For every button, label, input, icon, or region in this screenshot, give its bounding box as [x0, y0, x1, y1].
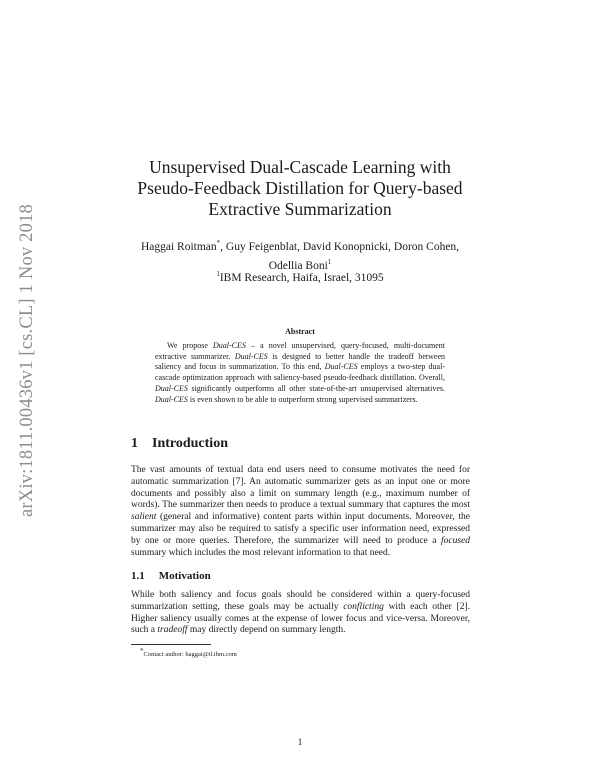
authors-line-1	[120, 236, 480, 255]
emphasized-term: salient	[131, 512, 157, 523]
system-name: Dual-CES	[324, 362, 358, 372]
affiliation-number: 1	[216, 270, 220, 278]
system-name: Dual-CES	[155, 394, 188, 404]
title-line-2: Pseudo-Feedback Distillation for Query-based	[137, 178, 463, 198]
page-number: 1	[297, 738, 303, 748]
section-title: Introduction	[152, 436, 228, 451]
section-number: 1	[131, 436, 138, 451]
author-names-rest: , Guy Feigenblat, David Konopnicki, Doron Cohen,	[220, 240, 460, 253]
abstract-heading: Abstract	[285, 327, 315, 336]
arxiv-identifier-stamp	[7, 180, 47, 540]
emphasized-term: conflicting	[343, 601, 384, 612]
system-name: Dual-CES	[213, 341, 246, 350]
title-line-3: Extractive Summarization	[208, 199, 392, 219]
footnote-mark: *	[140, 647, 144, 655]
emphasized-term: tradeoff	[157, 625, 188, 636]
section-heading-introduction	[131, 436, 228, 452]
author-name-last: Odellia Boni	[268, 259, 328, 272]
abstract-text: is even shown to be able to outperform strong supervised summarizers.	[187, 394, 418, 404]
abstract-text: significantly outperforms all other state-of-the-art unsupervised alternatives.	[187, 383, 445, 393]
subsection-number: 1.1	[131, 570, 145, 582]
author-list	[120, 236, 480, 274]
subsection-title: Motivation	[158, 570, 211, 582]
affiliation-text: IBM Research, Haifa, Israel, 31095	[219, 271, 384, 284]
footnote-text: Contact author: haggai@il.ibm.com	[143, 651, 237, 659]
motivation-paragraph: While both saliency and focus goals should be considered within a query-focused summarization setting, these goals may be actually conflicting with each other [2]. Higher saliency usually comes at the expense of lower focus and vice-versa. Moreover, such a tradeoff may directly depend on summary length.	[131, 590, 470, 636]
abstract-text: – a novel unsupervised, query-focused, multi-document extractive summarizer.	[155, 341, 445, 361]
introduction-paragraph: The vast amounts of textual data end users need to consume motivates the need for automatic summarization [7]. An automatic summarizer gets as an input one or more documents and possibly also a limit on summary length (e.g., maximum number of words). The summarizer then needs to produce a textual summary that captures the most salient (general and informative) content parts within input documents. Moreover, the summarizer may also be required to satisfy a specific user information need, expressed by one or more queries. Therefore, the summarizer will need to produce a focused summary which includes the most relevant information to that need.	[131, 465, 470, 558]
paper-title	[100, 157, 500, 220]
subsection-heading-motivation	[131, 570, 211, 582]
abstract-text: employs a two-step dual-cascade optimization approach with saliency-based pseudo-feedback distillation. Overall,	[155, 362, 445, 383]
footnote	[140, 647, 237, 658]
system-name: Dual-CES	[155, 383, 188, 393]
affiliation-mark: 1	[327, 257, 332, 266]
affiliation	[120, 270, 480, 284]
title-line-1: Unsupervised Dual-Cascade Learning with	[149, 157, 451, 177]
abstract-body	[155, 341, 445, 405]
arxiv-identifier-text: arXiv:1811.00436v1 [cs.CL] 1 Nov 2018	[16, 203, 37, 517]
abstract-text: We propose	[167, 341, 214, 350]
corresponding-author-mark: *	[216, 239, 221, 247]
footnote-divider	[131, 644, 211, 645]
emphasized-term: focused	[440, 535, 470, 546]
system-name: Dual-CES	[234, 351, 268, 361]
abstract-text: is designed to better handle the tradeoff between saliency and focus in summarization. To this end,	[155, 351, 445, 372]
author-name-first: Haggai Roitman	[140, 240, 217, 253]
